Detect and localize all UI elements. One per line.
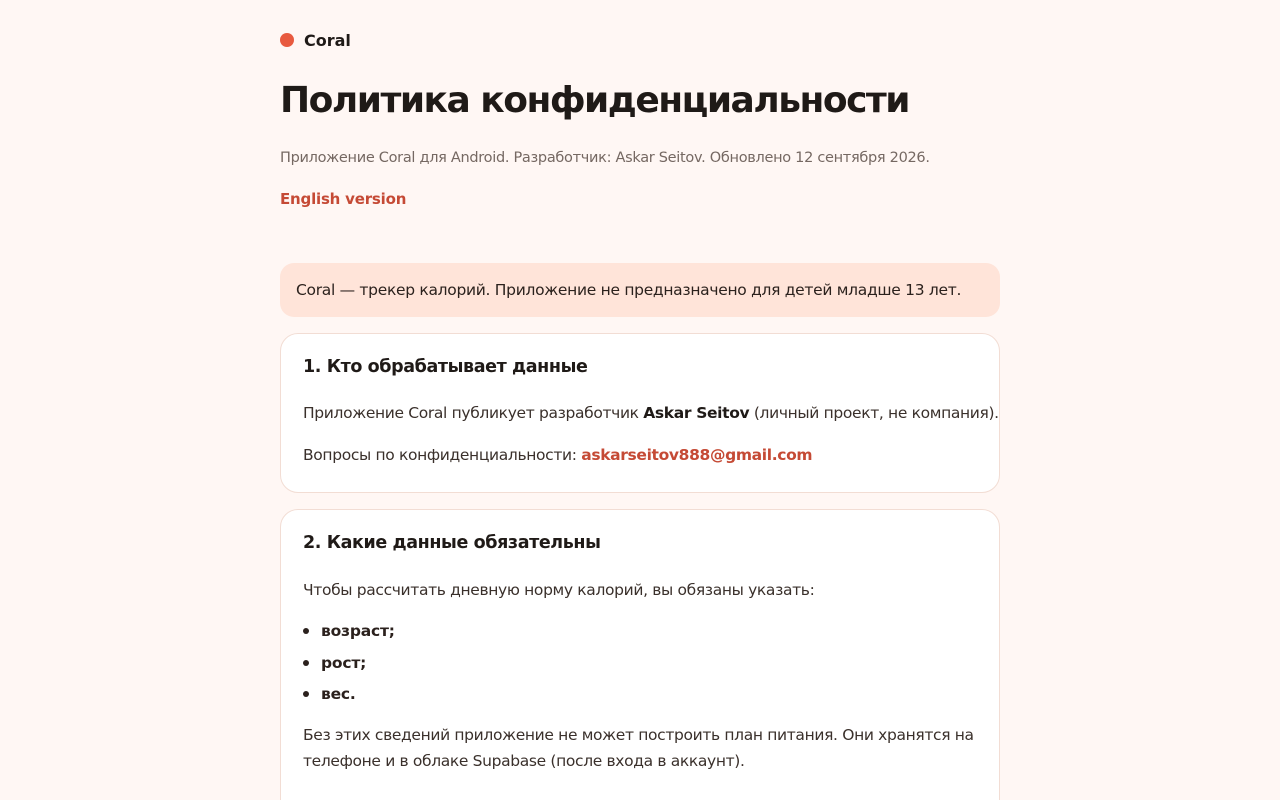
section-required-data — [280, 509, 1000, 800]
page-meta: Приложение Coral для Android. Разработчик: Askar Seitov. Обновлено 12 сентября 2026. — [280, 150, 930, 166]
contact-email-link[interactable]: askarseitov888@gmail.com — [581, 446, 813, 464]
section-intro: Чтобы рассчитать дневную норму калорий, вы обязаны указать: — [303, 581, 815, 599]
list-item: возраст; — [303, 618, 395, 650]
english-version-link[interactable]: English version — [280, 190, 407, 208]
developer-name: Askar Seitov — [643, 404, 750, 422]
brand — [280, 30, 351, 50]
section-paragraph: Вопросы по конфиденциальности: askarseitov888@gmail.com — [303, 446, 813, 464]
required-data-list — [303, 618, 395, 713]
section-paragraph: Приложение Coral публикует разработчик Askar Seitov (личный проект, не компания). — [303, 404, 999, 422]
brand-name: Coral — [304, 30, 351, 50]
section-title: 1. Кто обрабатывает данные — [303, 357, 588, 377]
section-paragraph: Без этих сведений приложение не может построить план питания. Они хранятся на — [303, 726, 974, 744]
age-notice: Coral — трекер калорий. Приложение не предназначено для детей младше 13 лет. — [280, 263, 1000, 317]
page-title: Политика конфиденциальности — [280, 80, 910, 121]
list-item: вес. — [303, 681, 395, 713]
section-title: 2. Какие данные обязательны — [303, 533, 601, 553]
list-item: рост; — [303, 650, 395, 682]
brand-dot-icon — [280, 33, 294, 47]
section-paragraph: телефоне и в облаке Supabase (после входа в аккаунт). — [303, 752, 745, 770]
section-who-processes — [280, 333, 1000, 493]
